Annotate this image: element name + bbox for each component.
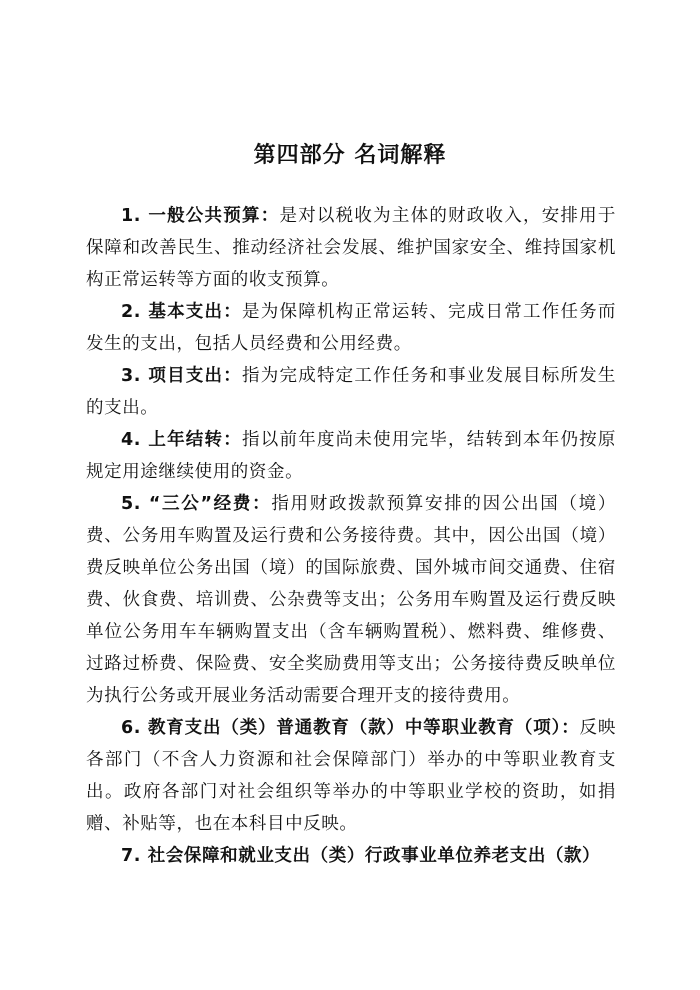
term-definition: 是对以税收为主体的财政收入，安排用于保障和改善民生、推动经济社会发展、维护国家安全、维持国家机构正常运转等方面的收支预算。 [86,206,616,290]
paragraph-pension-expenditure [86,840,616,872]
term-definition: 指用财政拨款预算安排的因公出国（境）费、公务用车购置及运行费和公务接待费。其中，因公出国（境）费反映单位公务出国（境）的国际旅费、国外城市间交通费、住宿费、伙食费、培训费、公杂费等支出；公务用车购置及运行费反映单位公务用车车辆购置支出（含车辆购置税）、燃料费、维修费、过路过桥费、保险费、安全奖励费用等支出；公务接待费反映单位为执行公务或开展业务活动需要合理开支的接待费用。 [86,494,616,706]
page-title: 第四部分 名词解释 [253,143,447,168]
paragraph-carryover [86,424,616,488]
term-label: 6. 教育支出（类）普通教育（款）中等职业教育（项）： [121,718,580,738]
paragraph-general-public-budget [86,200,616,296]
term-definition: 反映各部门（不含人力资源和社会保障部门）举办的中等职业教育支出。政府各部门对社会组织等举办的中等职业学校的资助，如捐赠、补贴等，也在本科目中反映。 [86,718,616,834]
term-label: 7. 社会保障和就业支出（类）行政事业单位养老支出（款） [121,846,601,866]
paragraph-three-public-expenses [86,488,616,712]
paragraph-basic-expenditure [86,296,616,360]
paragraph-vocational-education [86,712,616,840]
term-label: 3. 项目支出： [121,366,243,386]
term-definition: 是为保障机构正常运转、完成日常工作任务而发生的支出，包括人员经费和公用经费。 [86,302,617,354]
term-definition: 指为完成特定工作任务和事业发展目标所发生的支出。 [86,366,617,418]
paragraph-project-expenditure [86,360,616,424]
document-body [86,200,616,872]
term-label: 1. 一般公共预算： [121,206,280,226]
term-label: 5. “三公”经费： [121,494,272,514]
term-definition: 指以前年度尚未使用完毕，结转到本年仍按原规定用途继续使用的资金。 [86,430,617,482]
term-label: 4. 上年结转： [121,430,243,450]
term-label: 2. 基本支出： [121,302,243,322]
